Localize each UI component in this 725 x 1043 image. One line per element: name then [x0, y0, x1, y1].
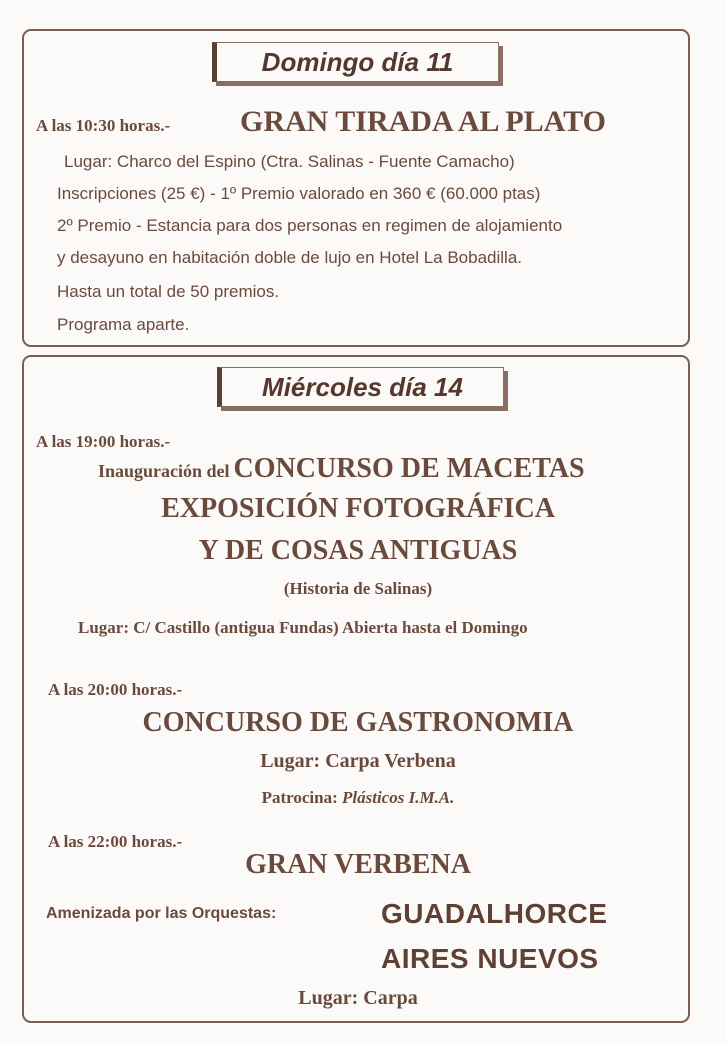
sunday-line-registration: Inscripciones (25 €) - 1º Premio valorado en 360 € (60.000 ptas): [57, 184, 541, 203]
event1-title2: EXPOSICIÓN FOTOGRÁFICA: [161, 493, 555, 524]
event1-heading-line1: [98, 453, 585, 485]
wednesday-section: [22, 355, 690, 1023]
event2-sponsor: [24, 788, 692, 808]
event3-bands-label: Amenizada por las Orquestas:: [46, 905, 277, 922]
sunday-time: A las 10:30 horas.-: [36, 116, 171, 135]
sunday-line-total-prizes: Hasta un total de 50 premios.: [57, 282, 280, 301]
event1-subtitle: (Historia de Salinas): [283, 579, 433, 598]
sunday-day-title: Domingo día 11: [212, 42, 499, 82]
sunday-line-prize2: 2º Premio - Estancia para dos personas en regimen de alojamiento: [57, 216, 563, 235]
wednesday-day-title: Miércoles día 14: [217, 367, 504, 407]
sunday-event-title: GRAN TIRADA AL PLATO: [240, 105, 606, 138]
sunday-line-prize2-cont: y desayuno en habitación doble de lujo en Hotel La Bobadilla.: [57, 248, 523, 267]
sunday-section: [22, 29, 690, 347]
event2-sponsor-name: Plásticos I.M.A.: [342, 788, 455, 807]
event1-place: Lugar: C/ Castillo (antigua Fundas) Abierta hasta el Domingo: [78, 618, 528, 637]
event1-intro: Inauguración del: [98, 461, 230, 481]
event3-time: A las 22:00 horas.-: [48, 832, 183, 851]
event3-band-guadalhorce: GUADALHORCE: [381, 898, 608, 929]
event3-band-aires-nuevos: AIRES NUEVOS: [381, 943, 599, 974]
event3-place: Lugar: Carpa: [298, 987, 418, 1009]
event2-title: CONCURSO DE GASTRONOMIA: [142, 707, 574, 738]
event2-time: A las 20:00 horas.-: [48, 680, 183, 699]
sunday-line-program: Programa aparte.: [57, 315, 190, 334]
event2-place: Lugar: Carpa Verbena: [260, 750, 456, 772]
event1-title3: Y DE COSAS ANTIGUAS: [198, 535, 518, 566]
sunday-line-location: Lugar: Charco del Espino (Ctra. Salinas - Fuente Camacho): [64, 152, 515, 171]
event1-title1: CONCURSO DE MACETAS: [233, 453, 585, 484]
event3-title: GRAN VERBENA: [245, 849, 471, 880]
event1-time: A las 19:00 horas.-: [36, 432, 171, 451]
event2-sponsor-label: Patrocina:: [261, 788, 338, 807]
